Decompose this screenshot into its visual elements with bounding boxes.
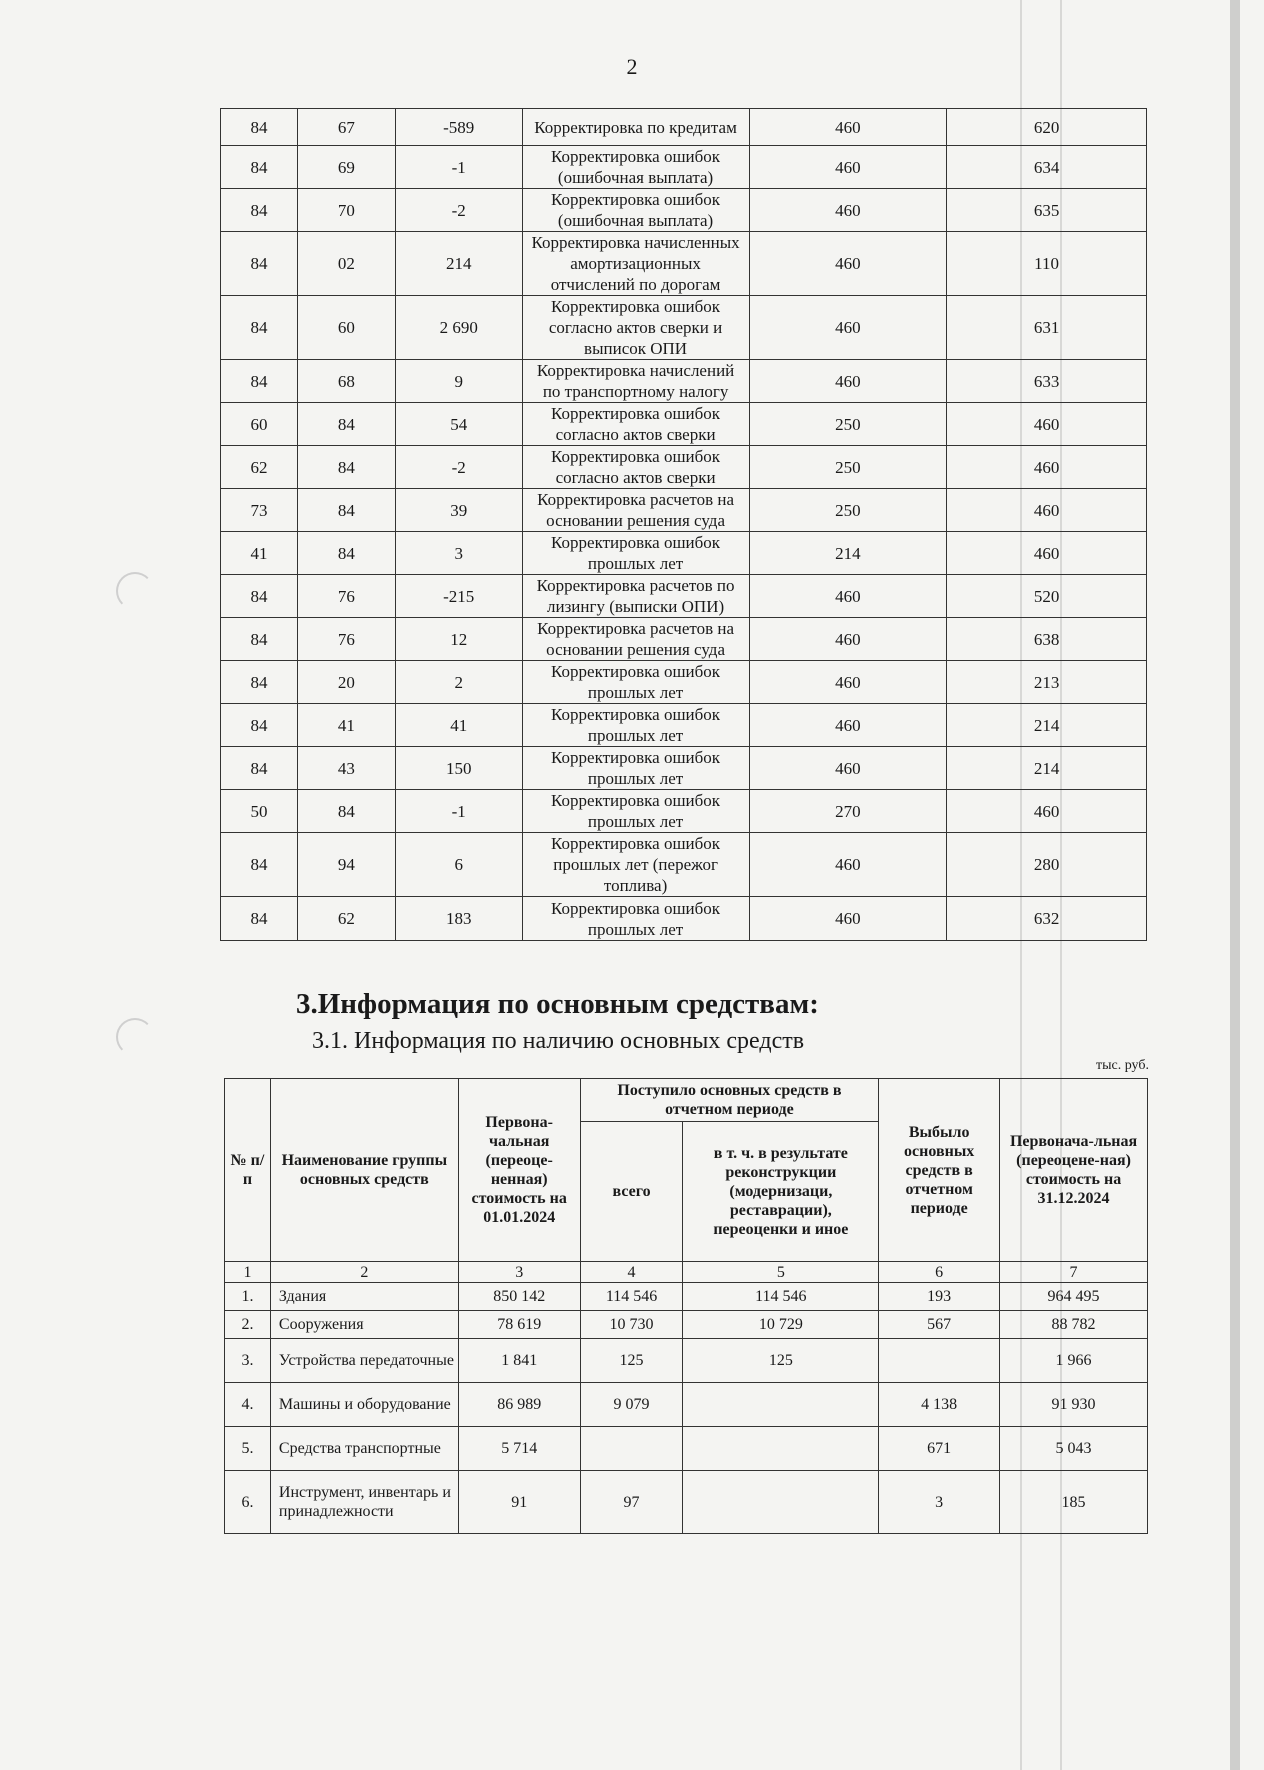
table-row: [221, 532, 1147, 575]
col-number: 4: [580, 1262, 683, 1283]
entry-description: Корректировка расчетов на основании решения суда: [522, 489, 749, 532]
table-row: [221, 618, 1147, 661]
entry-code1: 460: [749, 747, 947, 790]
asset-received-total: 114 546: [580, 1283, 683, 1311]
table-row: [225, 1339, 1148, 1383]
entry-amount: 39: [395, 489, 522, 532]
entry-debit: 84: [221, 232, 298, 296]
asset-received-recon: [683, 1471, 879, 1534]
asset-received-total: 125: [580, 1339, 683, 1383]
asset-disposed: 671: [879, 1427, 1000, 1471]
entry-amount: 150: [395, 747, 522, 790]
entry-amount: 183: [395, 897, 522, 941]
entry-code1: 460: [749, 833, 947, 897]
entry-debit: 84: [221, 575, 298, 618]
entry-description: Корректировка ошибок (ошибочная выплата): [522, 189, 749, 232]
entry-amount: 9: [395, 360, 522, 403]
asset-received-recon: 114 546: [683, 1283, 879, 1311]
entry-credit: 43: [297, 747, 395, 790]
header-received: Поступило основных средств в отчетном периоде: [580, 1079, 879, 1122]
entry-debit: 84: [221, 661, 298, 704]
entry-code1: 460: [749, 618, 947, 661]
entry-description: Корректировка ошибок согласно актов сверки и выписок ОПИ: [522, 296, 749, 360]
entry-credit: 76: [297, 575, 395, 618]
entry-code1: 460: [749, 897, 947, 941]
asset-received-recon: [683, 1427, 879, 1471]
header-final: Первонача-льная (переоцене-ная) стоимость на 31.12.2024: [1000, 1079, 1148, 1262]
col-number: 3: [458, 1262, 580, 1283]
entry-amount: 12: [395, 618, 522, 661]
entry-code2: 631: [947, 296, 1147, 360]
entry-credit: 94: [297, 833, 395, 897]
punch-hole: [116, 1018, 154, 1056]
entry-amount: -589: [395, 109, 522, 146]
entry-description: Корректировка ошибок (ошибочная выплата): [522, 146, 749, 189]
entry-amount: -2: [395, 189, 522, 232]
col-number: 1: [225, 1262, 271, 1283]
entry-debit: 84: [221, 897, 298, 941]
asset-final: 91 930: [1000, 1383, 1148, 1427]
entry-debit: 50: [221, 790, 298, 833]
entry-amount: 41: [395, 704, 522, 747]
asset-final: 88 782: [1000, 1311, 1148, 1339]
table-row: [221, 403, 1147, 446]
entry-amount: 3: [395, 532, 522, 575]
asset-received-recon: 125: [683, 1339, 879, 1383]
entry-description: Корректировка ошибок согласно актов сверки: [522, 403, 749, 446]
entry-debit: 84: [221, 360, 298, 403]
subsection-title: 3.1. Информация по наличию основных средств: [312, 1028, 805, 1054]
entry-description: Корректировка ошибок прошлых лет: [522, 532, 749, 575]
asset-name: Средства транспортные: [270, 1427, 458, 1471]
entry-credit: 70: [297, 189, 395, 232]
entry-code2: 213: [947, 661, 1147, 704]
entry-code2: 460: [947, 403, 1147, 446]
entry-code2: 460: [947, 446, 1147, 489]
col-number: 7: [1000, 1262, 1148, 1283]
header-name: Наименование группы основных средств: [270, 1079, 458, 1262]
table-row: [221, 790, 1147, 833]
asset-initial: 86 989: [458, 1383, 580, 1427]
asset-name: Инструмент, инвентарь и принадлежности: [270, 1471, 458, 1534]
entry-code1: 460: [749, 146, 947, 189]
table-row: [225, 1283, 1148, 1311]
asset-disposed: 567: [879, 1311, 1000, 1339]
asset-disposed: 4 138: [879, 1383, 1000, 1427]
asset-initial: 78 619: [458, 1311, 580, 1339]
table-row: [221, 189, 1147, 232]
asset-name: Сооружения: [270, 1311, 458, 1339]
table-row: [225, 1427, 1148, 1471]
entry-amount: 2 690: [395, 296, 522, 360]
entry-description: Корректировка ошибок прошлых лет: [522, 747, 749, 790]
entry-code1: 214: [749, 532, 947, 575]
asset-disposed: [879, 1339, 1000, 1383]
asset-initial: 1 841: [458, 1339, 580, 1383]
table-row: [221, 296, 1147, 360]
entry-description: Корректировка начислений по транспортному налогу: [522, 360, 749, 403]
punch-hole: [116, 572, 154, 610]
entry-credit: 84: [297, 446, 395, 489]
entry-description: Корректировка ошибок прошлых лет (пережог топлива): [522, 833, 749, 897]
entry-code2: 280: [947, 833, 1147, 897]
table-row: [221, 489, 1147, 532]
entry-code1: 460: [749, 661, 947, 704]
asset-final: 185: [1000, 1471, 1148, 1534]
entry-code2: 110: [947, 232, 1147, 296]
entry-code1: 460: [749, 109, 947, 146]
entry-credit: 84: [297, 532, 395, 575]
entry-credit: 84: [297, 403, 395, 446]
entry-code2: 620: [947, 109, 1147, 146]
entry-code2: 634: [947, 146, 1147, 189]
entry-code2: 633: [947, 360, 1147, 403]
entry-code1: 250: [749, 403, 947, 446]
entry-credit: 62: [297, 897, 395, 941]
units-label: тыс. руб.: [1096, 1058, 1149, 1073]
entry-code1: 270: [749, 790, 947, 833]
scan-artifact: [1230, 0, 1240, 1770]
table-row: [221, 575, 1147, 618]
table-row: [221, 360, 1147, 403]
entry-code1: 250: [749, 489, 947, 532]
entry-amount: 214: [395, 232, 522, 296]
entry-amount: -2: [395, 446, 522, 489]
header-initial: Первона-чальная (переоце-ненная) стоимость на 01.01.2024: [458, 1079, 580, 1262]
entry-credit: 84: [297, 790, 395, 833]
header-num: № п/ п: [225, 1079, 271, 1262]
entry-code1: 460: [749, 360, 947, 403]
entry-credit: 02: [297, 232, 395, 296]
entry-code2: 520: [947, 575, 1147, 618]
fixed-assets-table: [224, 1078, 1148, 1534]
entry-code2: 214: [947, 747, 1147, 790]
asset-num: 2.: [225, 1311, 271, 1339]
asset-received-recon: [683, 1383, 879, 1427]
entry-debit: 60: [221, 403, 298, 446]
entry-code1: 460: [749, 704, 947, 747]
entry-description: Корректировка ошибок согласно актов сверки: [522, 446, 749, 489]
entry-description: Корректировка ошибок прошлых лет: [522, 661, 749, 704]
entry-code1: 460: [749, 189, 947, 232]
table-row: [221, 747, 1147, 790]
entry-debit: 84: [221, 189, 298, 232]
entry-debit: 84: [221, 747, 298, 790]
entry-debit: 84: [221, 833, 298, 897]
entry-code1: 460: [749, 232, 947, 296]
table-row: [221, 446, 1147, 489]
table-row: [225, 1311, 1148, 1339]
entry-credit: 69: [297, 146, 395, 189]
entry-credit: 76: [297, 618, 395, 661]
asset-disposed: 193: [879, 1283, 1000, 1311]
entry-description: Корректировка ошибок прошлых лет: [522, 790, 749, 833]
entry-credit: 84: [297, 489, 395, 532]
adjustments-table: [220, 108, 1147, 941]
asset-received-total: 9 079: [580, 1383, 683, 1427]
entry-credit: 67: [297, 109, 395, 146]
asset-initial: 850 142: [458, 1283, 580, 1311]
asset-name: Здания: [270, 1283, 458, 1311]
header-disposed: Выбыло основных средств в отчетном периоде: [879, 1079, 1000, 1262]
asset-name: Устройства передаточные: [270, 1339, 458, 1383]
entry-debit: 84: [221, 296, 298, 360]
entry-code2: 460: [947, 489, 1147, 532]
entry-debit: 84: [221, 109, 298, 146]
table-row: [221, 897, 1147, 941]
asset-received-total: 97: [580, 1471, 683, 1534]
asset-num: 6.: [225, 1471, 271, 1534]
asset-initial: 91: [458, 1471, 580, 1534]
entry-amount: 54: [395, 403, 522, 446]
asset-disposed: 3: [879, 1471, 1000, 1534]
entry-debit: 84: [221, 704, 298, 747]
asset-received-total: 10 730: [580, 1311, 683, 1339]
entry-credit: 20: [297, 661, 395, 704]
table-row: [221, 232, 1147, 296]
table-row: [221, 833, 1147, 897]
asset-received-recon: 10 729: [683, 1311, 879, 1339]
entry-debit: 84: [221, 146, 298, 189]
table-row: [221, 661, 1147, 704]
entry-credit: 60: [297, 296, 395, 360]
entry-description: Корректировка расчетов по лизингу (выписки ОПИ): [522, 575, 749, 618]
entry-code2: 632: [947, 897, 1147, 941]
entry-code1: 460: [749, 296, 947, 360]
entry-debit: 41: [221, 532, 298, 575]
entry-code2: 214: [947, 704, 1147, 747]
entry-code2: 635: [947, 189, 1147, 232]
entry-debit: 73: [221, 489, 298, 532]
entry-amount: -1: [395, 790, 522, 833]
entry-credit: 41: [297, 704, 395, 747]
col-number: 2: [270, 1262, 458, 1283]
entry-amount: 6: [395, 833, 522, 897]
entry-description: Корректировка ошибок прошлых лет: [522, 897, 749, 941]
entry-debit: 84: [221, 618, 298, 661]
col-number: 5: [683, 1262, 879, 1283]
entry-amount: 2: [395, 661, 522, 704]
entry-amount: -1: [395, 146, 522, 189]
header-received-total: всего: [580, 1122, 683, 1262]
asset-received-total: [580, 1427, 683, 1471]
asset-final: 5 043: [1000, 1427, 1148, 1471]
entry-debit: 62: [221, 446, 298, 489]
table-row: [225, 1383, 1148, 1427]
entry-description: Корректировка ошибок прошлых лет: [522, 704, 749, 747]
entry-amount: -215: [395, 575, 522, 618]
entry-credit: 68: [297, 360, 395, 403]
asset-final: 964 495: [1000, 1283, 1148, 1311]
asset-num: 3.: [225, 1339, 271, 1383]
entry-code2: 460: [947, 790, 1147, 833]
asset-num: 1.: [225, 1283, 271, 1311]
table-row: [221, 704, 1147, 747]
page-number: 2: [626, 54, 638, 79]
entry-code2: 460: [947, 532, 1147, 575]
table-row: [221, 109, 1147, 146]
table-row: [221, 146, 1147, 189]
asset-name: Машины и оборудование: [270, 1383, 458, 1427]
entry-code1: 460: [749, 575, 947, 618]
section-title: 3.Информация по основным средствам:: [296, 988, 819, 1020]
entry-code2: 638: [947, 618, 1147, 661]
table-row: [225, 1471, 1148, 1534]
entry-description: Корректировка по кредитам: [522, 109, 749, 146]
asset-final: 1 966: [1000, 1339, 1148, 1383]
asset-initial: 5 714: [458, 1427, 580, 1471]
entry-description: Корректировка расчетов на основании решения суда: [522, 618, 749, 661]
entry-description: Корректировка начисленных амортизационных отчислений по дорогам: [522, 232, 749, 296]
col-number: 6: [879, 1262, 1000, 1283]
asset-num: 5.: [225, 1427, 271, 1471]
header-received-recon: в т. ч. в результате реконструкции (модернизаци, реставрации), переоценки и иное: [683, 1122, 879, 1262]
asset-num: 4.: [225, 1383, 271, 1427]
entry-code1: 250: [749, 446, 947, 489]
